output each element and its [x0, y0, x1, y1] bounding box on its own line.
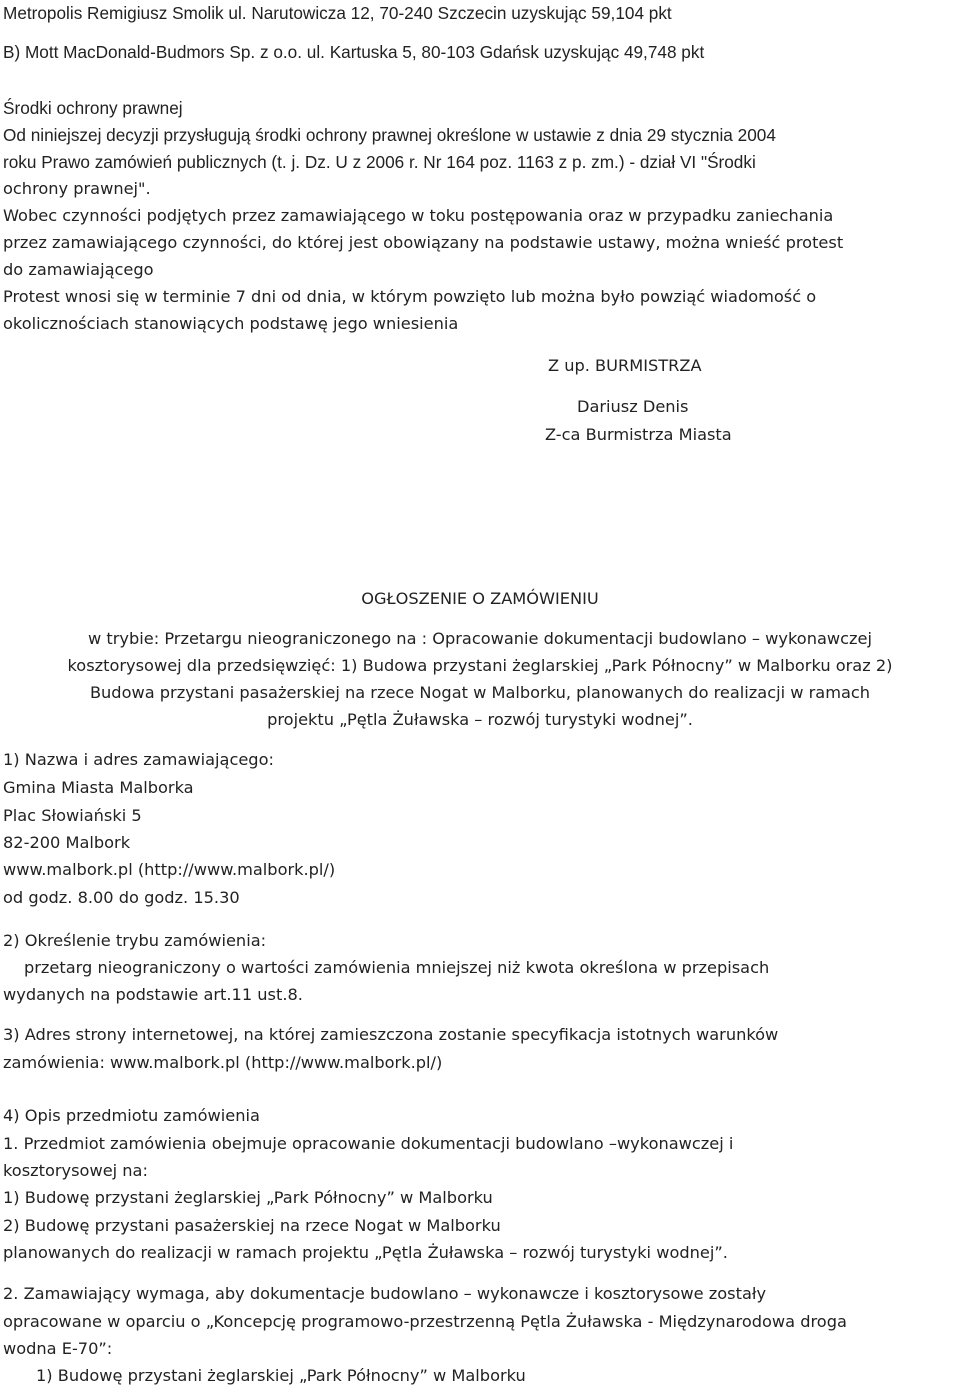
- section-2-text-line: przetarg nieograniczony o wartości zamówienia mniejszej niż kwota określona w przepisach: [24, 958, 770, 977]
- legal-remedies-text-line: roku Prawo zamówień publicznych (t. j. Dz. U z 2006 r. Nr 164 poz. 1163 z p. zm.) - dział VI "Środki: [3, 152, 756, 172]
- address-line: www.malbork.pl (http://www.malbork.pl/): [3, 860, 336, 879]
- address-line: 82-200 Malbork: [3, 833, 131, 852]
- section-4-text-line: wodna E-70”:: [3, 1339, 113, 1358]
- wobec-text-line: przez zamawiającego czynności, do której jest obowiązany na podstawie ustawy, można wnieść protest: [3, 233, 844, 252]
- section-4-text-line: 1) Budowę przystani żeglarskiej „Park Północny” w Malborku: [3, 1188, 493, 1207]
- signature-role: Z-ca Burmistrza Miasta: [545, 425, 732, 444]
- section-4-text-line: 1. Przedmiot zamówienia obejmuje opracowanie dokumentacji budowlano –wykonawczej i: [3, 1134, 734, 1153]
- legal-remedies-text-line: ochrony prawnej".: [3, 179, 151, 198]
- signature-for: Z up. BURMISTRZA: [548, 356, 702, 375]
- legal-remedies-heading: Środki ochrony prawnej: [3, 98, 183, 118]
- section-2-text-line: wydanych na podstawie art.11 ust.8.: [3, 985, 303, 1004]
- address-line: od godz. 8.00 do godz. 15.30: [3, 888, 240, 907]
- section-2-heading: 2) Określenie trybu zamówienia:: [3, 931, 267, 950]
- section-4-list-item: 1) Budowę przystani żeglarskiej „Park Północny” w Malborku: [36, 1366, 526, 1385]
- address-line: Plac Słowiański 5: [3, 806, 142, 825]
- section-3-text-line: zamówienia: www.malbork.pl (http://www.malbork.pl/): [3, 1053, 443, 1072]
- notice-mode-line: kosztorysowej dla przedsięwzięć: 1) Budowa przystani żeglarskiej „Park Północny” w Malborku oraz 2): [67, 656, 893, 675]
- section-4-text-line: kosztorysowej na:: [3, 1161, 148, 1180]
- legal-remedies-text-line: Od niniejszej decyzji przysługują środki ochrony prawnej określone w ustawie z dnia 29 stycznia 2004: [3, 125, 776, 145]
- section-3-text-line: 3) Adres strony internetowej, na której zamieszczona zostanie specyfikacja istotnych warunków: [3, 1025, 779, 1044]
- award-line-1: Metropolis Remigiusz Smolik ul. Narutowicza 12, 70-240 Szczecin uzyskując 59,104 pkt: [3, 3, 672, 23]
- award-line-2: B) Mott MacDonald-Budmors Sp. z o.o. ul. Kartuska 5, 80-103 Gdańsk uzyskując 49,748 pkt: [3, 42, 705, 62]
- section-4-text-line: 2. Zamawiający wymaga, aby dokumentacje budowlano – wykonawcze i kosztorysowe zostały: [3, 1284, 767, 1303]
- notice-title: OGŁOSZENIE O ZAMÓWIENIU: [361, 589, 599, 608]
- notice-mode-line: w trybie: Przetargu nieograniczonego na : Opracowanie dokumentacji budowlano – wykonawczej: [88, 629, 872, 648]
- notice-mode-line: Budowa przystani pasażerskiej na rzece Nogat w Malborku, planowanych do realizacji w ramach: [89, 683, 871, 702]
- section-1-heading: 1) Nazwa i adres zamawiającego:: [3, 750, 274, 769]
- address-line: Gmina Miasta Malborka: [3, 778, 194, 797]
- wobec-text-line: do zamawiającego: [3, 260, 154, 279]
- signature-name: Dariusz Denis: [577, 397, 689, 416]
- section-4-text-line: planowanych do realizacji w ramach projektu „Pętla Żuławska – rozwój turystyki wodnej”.: [3, 1243, 728, 1262]
- protest-text-line: Protest wnosi się w terminie 7 dni od dnia, w którym powzięto lub można było powziąć wiadomość o: [3, 287, 817, 306]
- section-4-heading: 4) Opis przedmiotu zamówienia: [3, 1106, 260, 1125]
- wobec-text-line: Wobec czynności podjętych przez zamawiającego w toku postępowania oraz w przypadku zaniechania: [3, 206, 834, 225]
- section-4-text-line: 2) Budowę przystani pasażerskiej na rzece Nogat w Malborku: [3, 1216, 501, 1235]
- section-4-text-line: opracowane w oparciu o „Koncepcję programowo-przestrzenną Pętla Żuławska - Międzynarodowa droga: [3, 1312, 847, 1331]
- protest-text-line: okolicznościach stanowiących podstawę jego wniesienia: [3, 314, 459, 333]
- notice-mode-line: projektu „Pętla Żuławska – rozwój turystyki wodnej”.: [267, 710, 693, 729]
